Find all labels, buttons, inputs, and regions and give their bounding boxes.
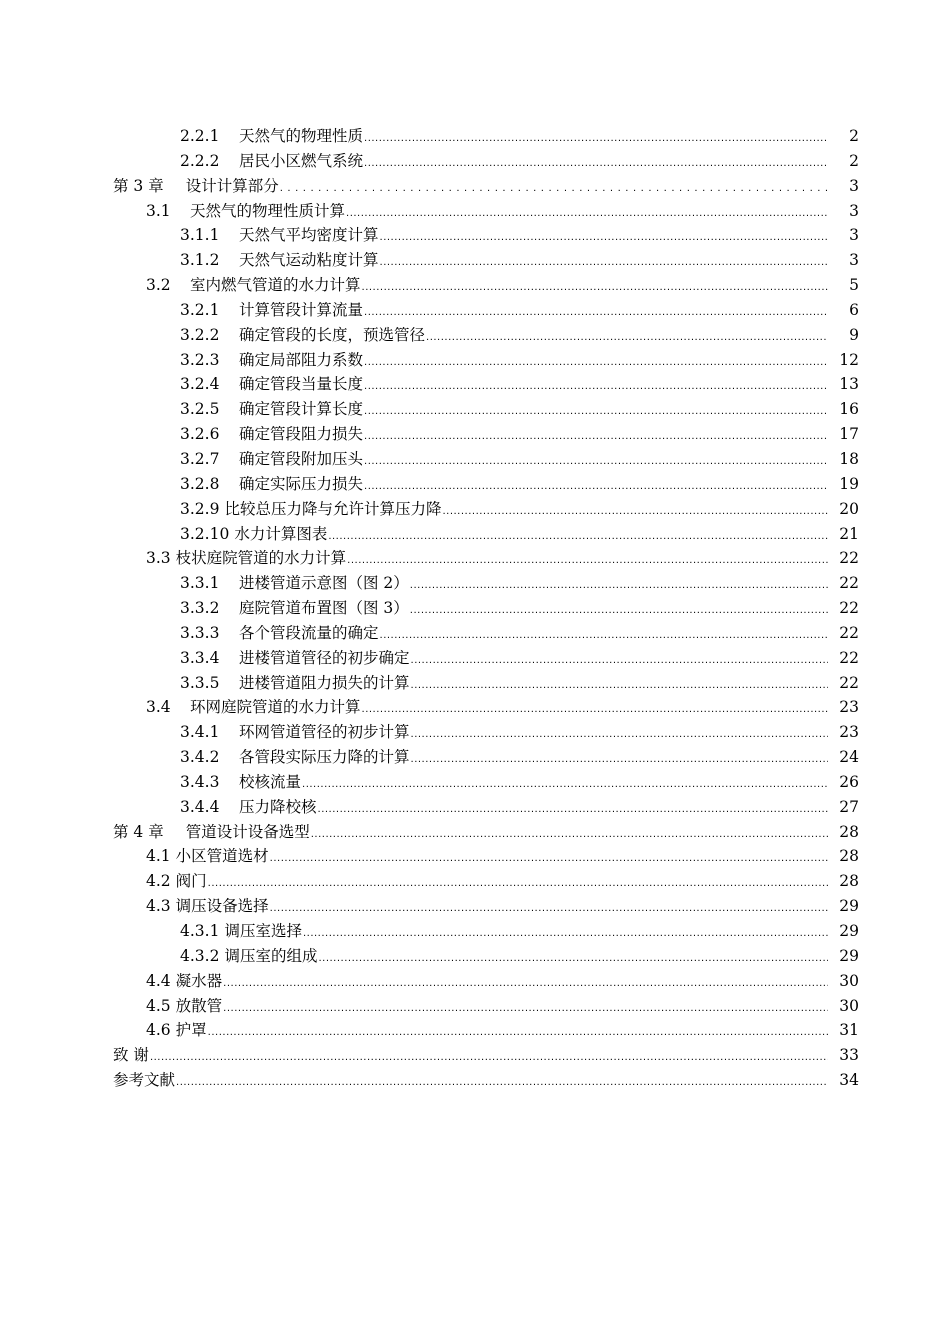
toc-page-number: 22 [839,574,859,593]
toc-entry-number: 3.4.2 [180,748,220,767]
toc-entry-text [180,646,410,671]
toc-entry-title: 环网庭院管道的水力计算 [190,698,361,717]
toc-entry-title: 确定管段附加压头 [239,449,364,468]
toc-page-number: 18 [839,449,859,468]
toc-entry-text [180,795,317,820]
toc-entry-title: 护罩 [175,1021,207,1040]
toc-entry-number: 3.2.8 [180,474,220,493]
toc-entry-text [146,869,207,894]
toc-entry[interactable] [0,596,950,621]
toc-entry-text [180,621,379,646]
toc-entry-number: 3.2.5 [180,400,220,419]
toc-entry[interactable] [0,546,950,571]
toc-entry[interactable] [0,745,950,770]
toc-entry-title: 小区管道选材 [175,847,269,866]
toc-entry-text [146,969,222,994]
toc-entry[interactable] [0,869,950,894]
toc-entry-title: 设计计算部分 [185,176,279,195]
toc-entry-text [180,149,363,174]
toc-entry-title: 管道设计设备选型 [185,822,310,841]
toc-entry-number: 3.4.1 [180,723,220,742]
toc-entry-number: 3.1.1 [180,226,220,245]
toc-entry[interactable] [0,149,950,174]
toc-entry-title: 比较总压力降与允许计算压力降 [224,499,442,518]
toc-entry-number: 第 4 章 [113,822,164,841]
toc-entry-number: 4.5 [146,996,171,1015]
toc-entry-number: 3.1.2 [180,251,220,270]
toc-page-number: 2 [849,127,859,145]
toc-entry-text [113,174,279,199]
toc-entry-title: 进楼管道阻力损失的计算 [239,673,410,692]
toc-entry-number: 3.2 [146,276,171,295]
toc-entry[interactable] [0,323,950,348]
toc-page-number: 28 [839,847,859,866]
toc-entry[interactable] [0,273,950,298]
toc-entry[interactable] [0,174,950,199]
toc-entry-number: 3.2.10 [180,524,230,543]
toc-entry-number: 3.4 [146,698,171,717]
toc-entry-title: 压力降校核 [239,797,317,816]
toc-entry[interactable] [0,621,950,646]
toc-entry[interactable] [0,770,950,795]
toc-entry-text [113,1068,175,1093]
toc-entry-title: 环网管道管径的初步计算 [239,723,410,742]
toc-entry-text [146,199,345,224]
toc-page-number: 3 [849,176,859,195]
toc-page-number: 6 [849,300,859,319]
toc-entry-number: 4.3.2 [180,946,220,965]
toc-entry[interactable] [0,695,950,720]
toc-entry[interactable] [0,522,950,547]
toc-entry-number: 3.2.3 [180,350,220,369]
toc-entry-text [180,720,410,745]
toc-entry-number: 3.3.4 [180,648,220,667]
toc-page-number: 29 [839,897,859,916]
toc-entry-text [180,323,425,348]
toc-entry-title: 调压设备选择 [175,897,269,916]
toc-page-number: 31 [839,1021,859,1040]
toc-entry[interactable] [0,894,950,919]
toc-page-number: 5 [849,276,859,295]
toc-entry-text [180,770,301,795]
toc-page-number: 27 [839,797,859,816]
toc-entry-text [180,248,379,273]
toc-entry-title: 放散管 [175,996,223,1015]
toc-entry[interactable] [0,994,950,1019]
toc-entry-title: 各个管段流量的确定 [239,623,379,642]
toc-entry-text [180,472,363,497]
toc-entry-title: 阀门 [175,872,207,891]
toc-entry[interactable] [0,571,950,596]
toc-entry-number: 3.3.2 [180,599,220,618]
toc-entry-number: 3.3.5 [180,673,220,692]
toc-entry[interactable] [0,969,950,994]
toc-page-number: 29 [839,946,859,965]
toc-page-number: 34 [839,1071,859,1090]
toc-entry[interactable] [0,447,950,472]
toc-entry-title: 参考文献 [113,1071,176,1090]
toc-page-number: 30 [839,996,859,1015]
toc-entry[interactable] [0,199,950,224]
toc-page-number: 22 [839,623,859,642]
toc-entry[interactable] [0,248,950,273]
toc-entry-text [180,497,441,522]
toc-entry-number: 3.2.6 [180,425,220,444]
toc-entry-number: 4.3.1 [180,922,220,940]
toc-entry-number: 3.2.2 [180,325,220,344]
toc-entry[interactable] [0,820,950,845]
toc-page-number: 28 [839,822,859,841]
toc-entry-text [113,820,310,845]
toc-page-number: 2 [849,151,859,170]
toc-entry-text [146,695,361,720]
toc-entry[interactable] [0,1043,950,1068]
toc-entry-text [180,671,410,696]
toc-entry-number: 3.4.4 [180,797,220,816]
toc-entry-number: 3.2.7 [180,449,220,468]
toc-entry-text [180,124,363,149]
toc-entry-text [146,1018,207,1043]
toc-entry-text [146,273,361,298]
toc-entry-number: 3.3.1 [180,574,220,593]
toc-entry-title: 调压室的组成 [224,946,318,965]
toc-dot-leader [176,1071,828,1096]
toc-entry-text [180,571,409,596]
toc-entry-text [180,397,363,422]
toc-entry[interactable] [0,348,950,373]
toc-entry-number: 3.3 [146,549,171,568]
toc-page-number: 22 [839,648,859,667]
toc-entry-text [146,894,269,919]
toc-entry-text [146,994,222,1019]
toc-entry-number: 4.6 [146,1021,171,1040]
toc-entry-title: 确定管段阻力损失 [239,425,364,444]
toc-entry-title: 天然气平均密度计算 [239,226,379,245]
toc-entry[interactable] [0,298,950,323]
toc-entry[interactable] [0,397,950,422]
toc-entry-title: 天然气运动粘度计算 [239,251,379,270]
toc-entry-title: 进楼管道示意图（图 2） [239,574,409,593]
toc-entry-number: 4.3 [146,897,171,916]
toc-entry-text [180,745,410,770]
toc-entry-number: 3.3.3 [180,623,220,642]
toc-entry-text [180,944,317,969]
toc-entry-number: 3.4.3 [180,772,220,791]
toc-entry-title: 校核流量 [239,772,302,791]
toc-page-number: 22 [839,673,859,692]
toc-entry-title: 天然气的物理性质计算 [190,201,346,220]
toc-entry-title: 确定管段当量长度 [239,375,364,394]
toc-entry-title: 水力计算图表 [234,524,328,543]
toc-page-number: 26 [839,772,859,791]
toc-entry-text [180,596,409,621]
toc-page-number: 21 [839,524,859,543]
toc-page-number: 19 [839,474,859,493]
toc-entry-title: 天然气的物理性质 [239,127,364,145]
toc-entry-text [180,447,363,472]
toc-entry-number: 4.2 [146,872,171,891]
toc-entry[interactable] [0,844,950,869]
toc-entry[interactable] [0,124,950,149]
toc-entry-text [180,223,379,248]
toc-entry-text [180,422,363,447]
toc-entry[interactable] [0,1068,950,1093]
toc-page-number: 9 [849,325,859,344]
toc-page-number: 16 [839,400,859,419]
toc-page-number: 30 [839,971,859,990]
toc-entry-title: 进楼管道管径的初步确定 [239,648,410,667]
toc-page-number: 22 [839,549,859,568]
toc-page-number: 3 [849,251,859,270]
toc-entry-text [113,1043,149,1068]
toc-entry-text [180,522,327,547]
table-of-contents [0,124,950,1093]
toc-entry-title: 确定实际压力损失 [239,474,364,493]
toc-page-number: 29 [839,922,859,940]
toc-page-number: 23 [839,698,859,717]
toc-entry[interactable] [0,919,950,944]
toc-page-number: 28 [839,872,859,891]
toc-entry[interactable] [0,472,950,497]
toc-page-number: 20 [839,499,859,518]
toc-entry-text [146,844,269,869]
toc-entry-title: 确定管段的长度，预选管径 [239,325,426,344]
toc-entry[interactable] [0,671,950,696]
toc-entry[interactable] [0,795,950,820]
toc-entry[interactable] [0,372,950,397]
toc-entry[interactable] [0,720,950,745]
toc-entry-number: 3.1 [146,201,171,220]
toc-entry-title: 致 谢 [113,1046,149,1065]
toc-page-number: 3 [849,201,859,220]
toc-entry[interactable] [0,497,950,522]
toc-entry[interactable] [0,646,950,671]
toc-entry-title: 确定管段计算长度 [239,400,364,419]
toc-entry-number: 2.2.2 [180,151,220,170]
toc-entry-number: 3.2.1 [180,300,220,319]
toc-entry-number: 4.4 [146,971,171,990]
toc-page-number: 22 [839,599,859,618]
toc-entry-text [180,919,302,944]
toc-page-number: 24 [839,748,859,767]
toc-entry-title: 室内燃气管道的水力计算 [190,276,361,295]
toc-page-number: 23 [839,723,859,742]
toc-entry-title: 确定局部阻力系数 [239,350,364,369]
toc-page-number: 13 [839,375,859,394]
toc-entry[interactable] [0,223,950,248]
toc-entry-number: 3.2.9 [180,499,220,518]
toc-entry-title: 计算管段计算流量 [239,300,364,319]
toc-entry-text [180,372,363,397]
toc-entry[interactable] [0,1018,950,1043]
toc-entry-title: 居民小区燃气系统 [239,151,364,170]
toc-entry-text [180,298,363,323]
toc-entry-title: 调压室选择 [224,922,302,940]
toc-entry-title: 枝状庭院管道的水力计算 [175,549,347,568]
toc-entry-number: 3.2.4 [180,375,220,394]
toc-page-number: 33 [839,1046,859,1065]
toc-entry-text [180,348,363,373]
toc-entry-number: 第 3 章 [113,176,164,195]
toc-entry-title: 庭院管道布置图（图 3） [239,599,409,618]
toc-entry[interactable] [0,944,950,969]
toc-entry-title: 各管段实际压力降的计算 [239,748,410,767]
toc-entry-number: 4.1 [146,847,171,866]
toc-page-number: 17 [839,425,859,444]
toc-entry-text [146,546,346,571]
toc-entry-title: 凝水器 [175,971,223,990]
toc-entry-number: 2.2.1 [180,127,220,145]
toc-entry[interactable] [0,422,950,447]
toc-page-number: 12 [839,350,859,369]
toc-page-number: 3 [849,226,859,245]
